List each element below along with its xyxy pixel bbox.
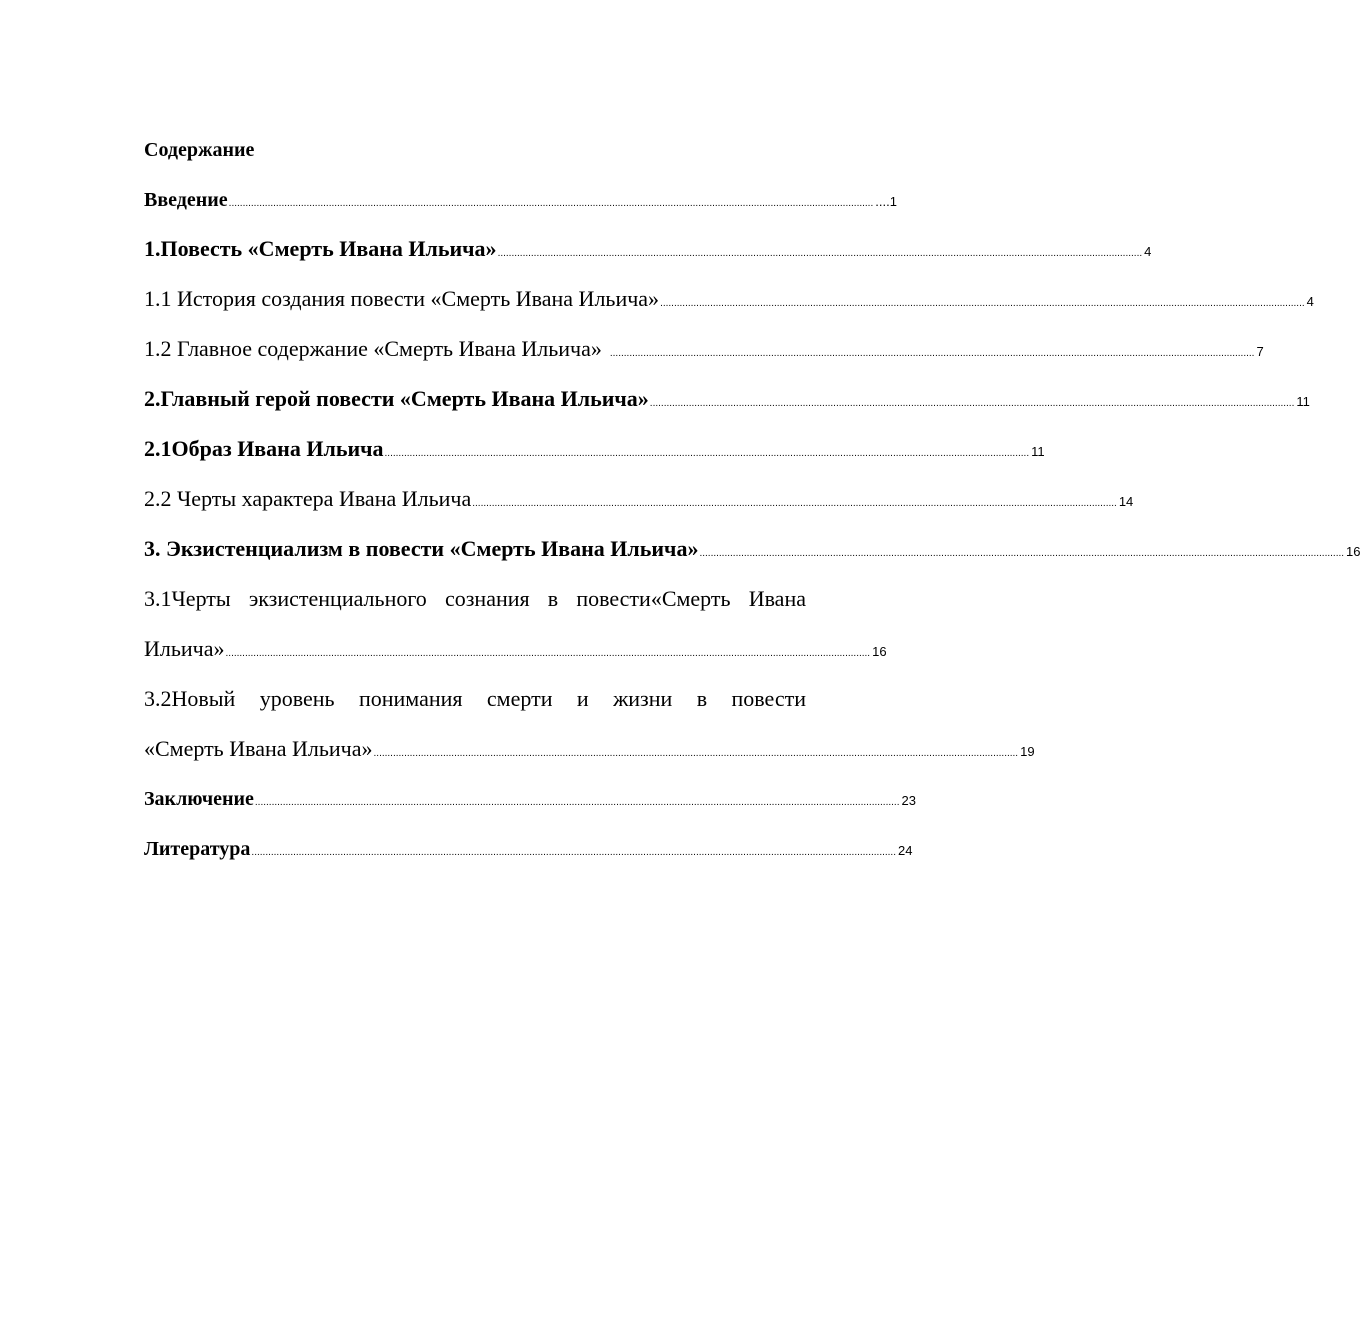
toc-entry-chapter-1[interactable]	[144, 234, 1152, 269]
toc-entry-text: 2.Главный герой повести «Смерть Ивана Ильича»	[144, 386, 649, 411]
dot-leader: ........................................................................................................................................................................................................................................	[609, 348, 1255, 359]
toc-entry-chapter-3[interactable]	[144, 534, 1361, 569]
toc-entry-section-3-1[interactable]	[144, 634, 887, 669]
toc-entry-text: 1.Повесть «Смерть Ивана Ильича»	[144, 236, 497, 261]
toc-entry-page: 23	[901, 793, 916, 808]
dot-leader: ........................................................................................................................................................................................................................................	[251, 847, 896, 858]
toc-entry-section-1-1[interactable]	[144, 284, 1314, 319]
toc-entry-section-3-2[interactable]	[144, 734, 1035, 769]
dot-leader: ........................................................................................................................................................................................................................................	[384, 448, 1030, 459]
dot-leader: ........................................................................................................................................................................................................................................	[228, 198, 874, 209]
dot-leader: ........................................................................................................................................................................................................................................	[225, 648, 871, 659]
toc-entry-text: «Смерть Ивана Ильича»	[144, 736, 373, 761]
toc-entry-text: Заключение	[144, 788, 254, 810]
toc-entry-page: 24	[898, 843, 913, 858]
toc-entry-page: 16	[872, 644, 887, 659]
toc-entry-text: 1.2 Главное содержание «Смерть Ивана Ильича»	[144, 336, 602, 361]
toc-entry-page: 14	[1118, 494, 1134, 509]
toc-entry-section-2-2[interactable]	[144, 484, 1134, 519]
toc-entry-section-3-2-line1[interactable]: 3.2Новый уровень понимания смерти и жизни в повести	[144, 686, 806, 711]
dot-leader: ........................................................................................................................................................................................................................................	[660, 298, 1305, 309]
toc-entry-literature[interactable]	[144, 834, 913, 868]
toc-entry-introduction[interactable]	[144, 185, 897, 219]
toc-entry-page: 11	[1031, 444, 1045, 459]
dot-leader: ........................................................................................................................................................................................................................................	[472, 498, 1117, 509]
toc-entry-page: 16	[1346, 544, 1361, 559]
toc-entry-section-1-2[interactable]	[144, 334, 1264, 369]
toc-entry-page: 19	[1020, 744, 1035, 759]
toc-entry-section-2-1[interactable]	[144, 434, 1045, 469]
toc-entry-text: 3. Экзистенциализм в повести «Смерть Ивана Ильича»	[144, 536, 699, 561]
toc-entry-page: 4	[1144, 244, 1152, 259]
toc-entry-text: 2.2 Черты характера Ивана Ильича	[144, 486, 472, 511]
toc-entry-text: Введение	[144, 189, 228, 211]
toc-entry-page: 11	[1296, 394, 1310, 409]
dot-leader: ........................................................................................................................................................................................................................................	[254, 797, 900, 808]
dot-leader: ........................................................................................................................................................................................................................................	[699, 548, 1345, 559]
toc-entry-text: 1.1 История создания повести «Смерть Ивана Ильича»	[144, 286, 660, 311]
dot-leader: ........................................................................................................................................................................................................................................	[373, 748, 1019, 759]
toc-entry-page: 4	[1306, 294, 1314, 309]
toc-entry-text: 2.1Образ Ивана Ильича	[144, 436, 384, 461]
toc-entry-page: ....1	[875, 194, 897, 209]
dot-leader: ........................................................................................................................................................................................................................................	[649, 398, 1295, 409]
dot-leader: ........................................................................................................................................................................................................................................	[497, 248, 1143, 259]
toc-entry-text: Литература	[144, 838, 251, 860]
toc-entry-chapter-2[interactable]	[144, 384, 1310, 419]
toc-entry-conclusion[interactable]	[144, 784, 916, 818]
toc-entry-section-3-1-line1[interactable]: 3.1Черты экзистенциального сознания в повести«Смерть Ивана	[144, 586, 806, 611]
toc-entry-page: 7	[1256, 344, 1264, 359]
toc-title: Содержание	[144, 139, 255, 161]
toc-entry-text: Ильича»	[144, 636, 225, 661]
